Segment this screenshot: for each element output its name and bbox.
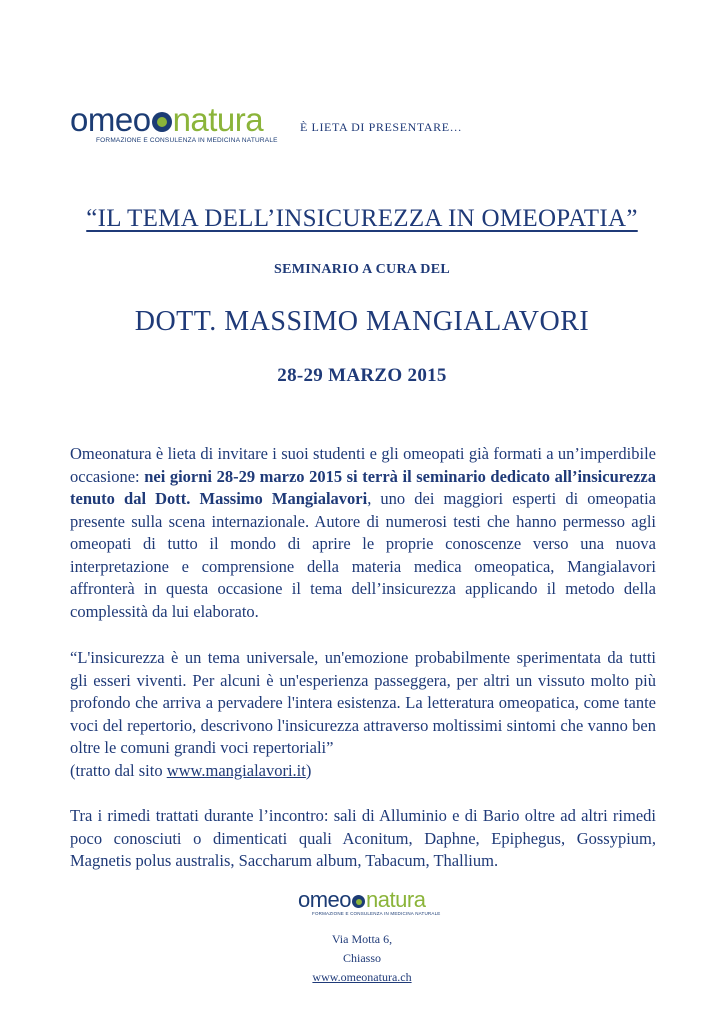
mangialavori-link[interactable]: www.mangialavori.it xyxy=(166,760,306,780)
footer-logo-tagline: FORMAZIONE E CONSULENZA IN MEDICINA NATURALE xyxy=(312,911,441,916)
footer-logo xyxy=(298,889,440,916)
website-link[interactable]: www.omeonatura.ch xyxy=(312,970,412,984)
logo-tagline: FORMAZIONE E CONSULENZA IN MEDICINA NATURALE xyxy=(96,137,278,144)
event-subtitle: SEMINARIO A CURA DEL xyxy=(274,262,450,277)
intro-paragraph xyxy=(70,443,656,623)
logo-wordmark xyxy=(70,103,278,137)
omeonatura-logo xyxy=(70,103,278,144)
eye-icon xyxy=(152,112,172,132)
intro-text-a: Omeonatura è lieta di invitare i suoi studenti e gli omeopati già formati a un’imperdibile occasione: xyxy=(70,444,656,486)
intro-text-b: , uno dei maggiori esperti di omeopatia presente sulla scena internazionale. Autore di numerosi testi che hanno permesso agli omeopati di tutto il mondo di aprire le proprie conoscenze verso una nuova interpretazione e comprensione della materia medica omeopatica, Mangialavori affronterà in questa occasione il tema dell’insicurezza applicando il metodo della complessità da lui elaborato. xyxy=(70,489,656,621)
address-line-1: Via Motta 6, xyxy=(331,932,393,946)
event-date: 28-29 MARZO 2015 xyxy=(277,365,447,386)
logo-text-natura: natura xyxy=(172,101,264,138)
intro-text-bold: nei giorni 28-29 marzo 2015 si terrà il seminario dedicato all’insicurezza tenuto dal Dott. Massimo Mangialavori xyxy=(70,466,656,508)
quote-paragraph xyxy=(70,647,656,782)
footer-logo-text-omeo: omeo xyxy=(298,887,352,912)
source-suffix: ) xyxy=(305,760,312,780)
source-prefix: (tratto dal sito xyxy=(70,760,167,780)
footer-address xyxy=(0,930,724,987)
presents-text: È LIETA DI PRESENTARE… xyxy=(300,120,463,134)
address-line-2: Chiasso xyxy=(342,951,381,965)
logo-text-omeo: omeo xyxy=(70,101,151,138)
speaker-name: DOTT. MASSIMO MANGIALAVORI xyxy=(134,306,590,337)
quote-text: “L'insicurezza è un tema universale, un'emozione probabilmente sperimentata da tutti gli esseri viventi. Per alcuni è un'esperienza passeggera, per altri un vissuto molto più profondo che arriva a pervadere l'intera esistenza. La letteratura omeopatica, come tante voci del repertorio, descrivono l'insicurezza attraverso moltissimi sintomi che vanno ben oltre le comuni grandi voci repertoriali” xyxy=(70,648,656,757)
remedies-paragraph: Tra i rimedi trattati durante l’incontro: sali di Alluminio e di Bario oltre ad altri rimedi poco conosciuti o dimenticati quali Aconitum, Daphne, Epiphegus, Gossypium, Magnetis polus australis, Saccharum album, Tabacum, Thallium. xyxy=(70,806,656,870)
eye-icon xyxy=(352,895,365,908)
footer-logo-text-natura: natura xyxy=(366,887,426,912)
footer-logo-wordmark xyxy=(298,889,440,911)
event-title: “IL TEMA DELL’INSICUREZZA IN OMEOPATIA” xyxy=(86,205,638,232)
